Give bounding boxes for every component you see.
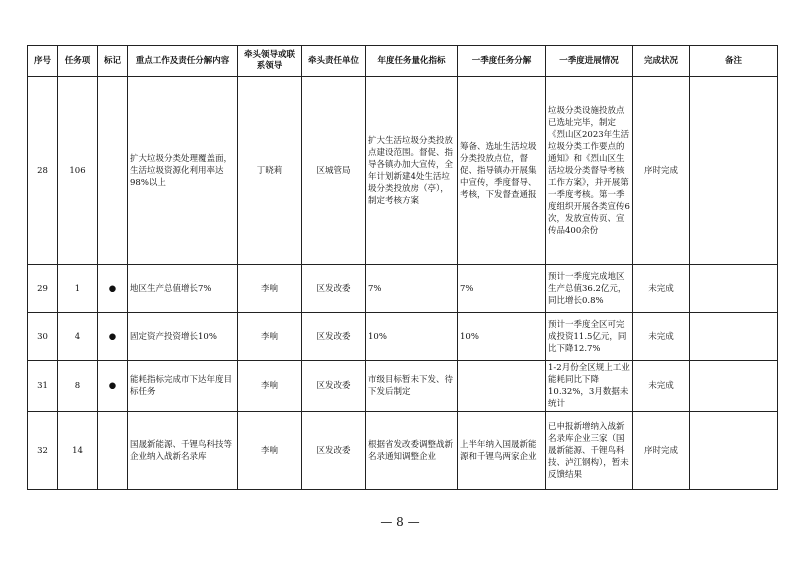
cell-annual: 7%	[366, 265, 458, 313]
page-number: — 8 —	[380, 515, 420, 529]
cell-leader: 李响	[238, 361, 302, 412]
cell-q1task: 上半年纳入国晟新能源和千锂鸟两家企业	[458, 412, 546, 490]
cell-mark	[98, 412, 128, 490]
cell-leader: 李响	[238, 412, 302, 490]
task-table	[27, 45, 778, 490]
cell-status: 未完成	[633, 361, 690, 412]
cell-progress: 已申报新增纳入战新名录库企业三家（国晟新能源、千锂鸟科技、泸江钢构），暂未反馈结果	[546, 412, 633, 490]
cell-status: 未完成	[633, 313, 690, 361]
cell-content: 扩大垃圾分类处理覆盖面，生活垃圾资源化利用率达98%以上	[128, 77, 238, 265]
header-mark: 标记	[98, 46, 128, 77]
cell-no: 31	[28, 361, 58, 412]
cell-leader: 李响	[238, 265, 302, 313]
cell-unit: 区发改委	[302, 265, 366, 313]
cell-mark	[98, 77, 128, 265]
cell-status: 序时完成	[633, 77, 690, 265]
cell-task: 106	[58, 77, 98, 265]
cell-no: 29	[28, 265, 58, 313]
cell-mark: ●	[98, 313, 128, 361]
cell-content: 国晟新能源、千锂鸟科技等企业纳入战新名录库	[128, 412, 238, 490]
table-row	[28, 412, 778, 490]
cell-mark: ●	[98, 361, 128, 412]
cell-no: 30	[28, 313, 58, 361]
table-row	[28, 313, 778, 361]
table-row	[28, 77, 778, 265]
header-row	[28, 46, 778, 77]
cell-content: 能耗指标完成市下达年度目标任务	[128, 361, 238, 412]
header-content: 重点工作及责任分解内容	[128, 46, 238, 77]
cell-task: 1	[58, 265, 98, 313]
cell-q1task	[458, 361, 546, 412]
cell-unit: 区城管局	[302, 77, 366, 265]
cell-q1task: 7%	[458, 265, 546, 313]
cell-unit: 区发改委	[302, 313, 366, 361]
cell-leader: 丁晓莉	[238, 77, 302, 265]
cell-annual: 扩大生活垃圾分类投放点建设范围。督促、指导各镇办加大宣传，全年计划新建4处生活垃圾分类投放房（亭），制定考核方案	[366, 77, 458, 265]
cell-no: 32	[28, 412, 58, 490]
header-annual: 年度任务量化指标	[366, 46, 458, 77]
cell-annual: 市级目标暂未下发、待下发后制定	[366, 361, 458, 412]
cell-q1task: 筹备、选址生活垃圾分类投放点位，督促、指导镇办开展集中宣传，季度督导、考核，下发督查通报	[458, 77, 546, 265]
cell-task: 8	[58, 361, 98, 412]
cell-note	[690, 412, 778, 490]
header-leader: 牵头领导或联系领导	[238, 46, 302, 77]
header-no: 序号	[28, 46, 58, 77]
cell-leader: 李响	[238, 313, 302, 361]
cell-mark: ●	[98, 265, 128, 313]
cell-status: 未完成	[633, 265, 690, 313]
cell-content: 地区生产总值增长7%	[128, 265, 238, 313]
cell-task: 14	[58, 412, 98, 490]
header-note: 备注	[690, 46, 778, 77]
cell-annual: 10%	[366, 313, 458, 361]
cell-annual: 根据省发改委调整战新名录通知调整企业	[366, 412, 458, 490]
cell-unit: 区发改委	[302, 361, 366, 412]
cell-note	[690, 313, 778, 361]
header-q1task: 一季度任务分解	[458, 46, 546, 77]
header-unit: 牵头责任单位	[302, 46, 366, 77]
cell-unit: 区发改委	[302, 412, 366, 490]
cell-note	[690, 265, 778, 313]
table-row	[28, 361, 778, 412]
cell-note	[690, 77, 778, 265]
table-row	[28, 265, 778, 313]
header-progress: 一季度进展情况	[546, 46, 633, 77]
cell-note	[690, 361, 778, 412]
cell-content: 固定资产投资增长10%	[128, 313, 238, 361]
header-status: 完成状况	[633, 46, 690, 77]
cell-progress: 预计一季度完成地区生产总值36.2亿元，同比增长0.8%	[546, 265, 633, 313]
cell-q1task: 10%	[458, 313, 546, 361]
cell-task: 4	[58, 313, 98, 361]
header-task: 任务项	[58, 46, 98, 77]
cell-progress: 1-2月份全区规上工业能耗同比下降10.32%，3月数据未统计	[546, 361, 633, 412]
cell-progress: 预计一季度全区可完成投资11.5亿元，同比下降12.7%	[546, 313, 633, 361]
cell-no: 28	[28, 77, 58, 265]
cell-progress: 垃圾分类设施投放点已选址完毕，制定《烈山区2023年生活垃圾分类工作要点的通知》和《烈山区生活垃圾分类督导考核工作方案》，并开展第一季度考核。第一季度组织开展各类宣传6次，发放宣传页、宣传品400余份	[546, 77, 633, 265]
cell-status: 序时完成	[633, 412, 690, 490]
